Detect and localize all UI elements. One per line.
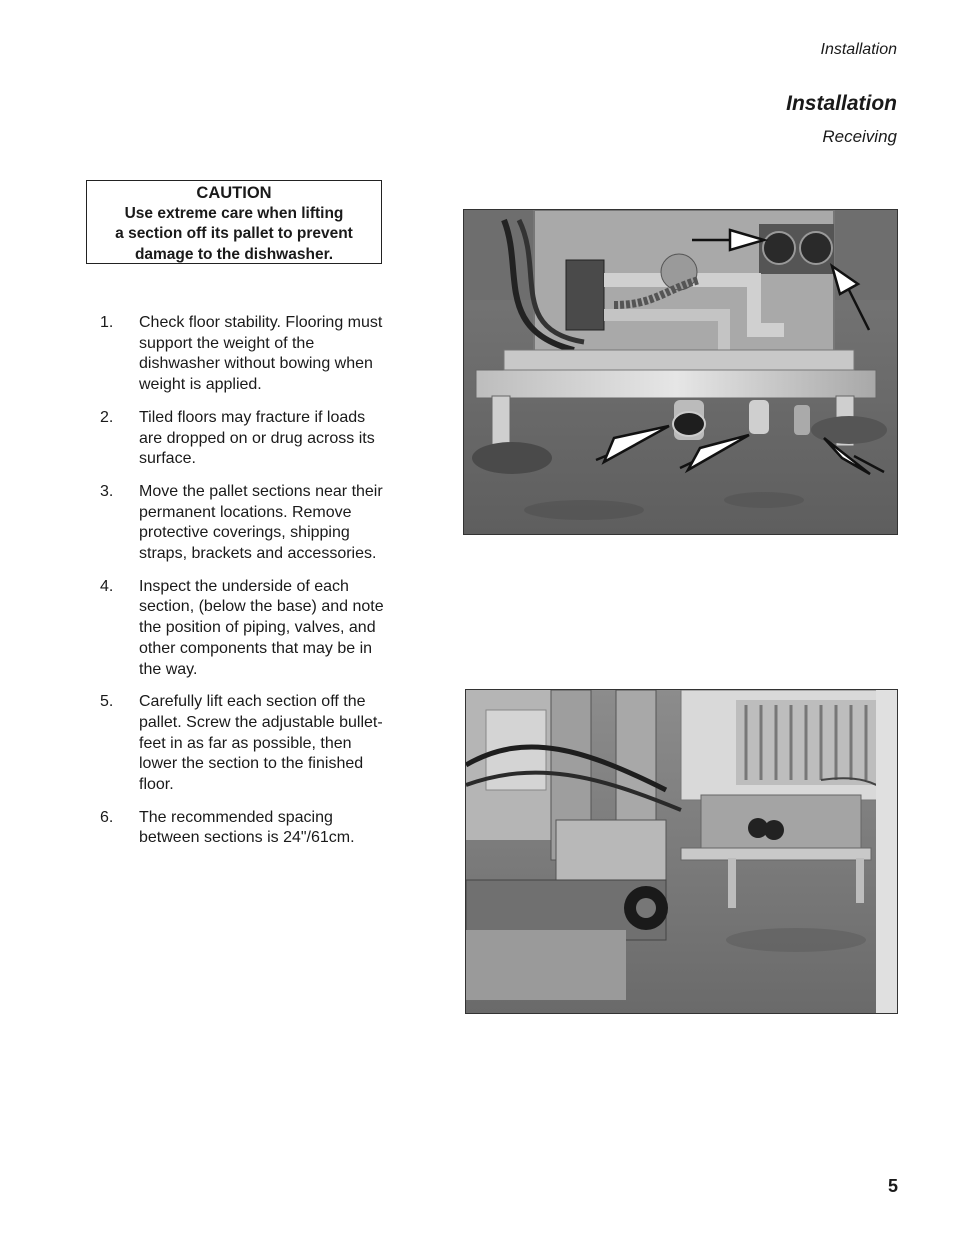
list-item [100, 692, 390, 796]
section-title: Installation [786, 92, 897, 115]
list-item [100, 577, 390, 681]
list-item [100, 482, 390, 565]
step-number: 5. [100, 693, 114, 711]
step-text: Check floor stability. Flooring must support the weight of the dishwasher without bowing when weight is applied. [139, 314, 383, 394]
step-text: Tiled floors may fracture if loads are dropped on or drug across its surface. [139, 408, 375, 468]
caution-line: Use extreme care when lifting [124, 204, 344, 222]
caution-heading: CAUTION [196, 184, 272, 202]
step-number: 3. [100, 482, 114, 500]
step-text: Carefully lift each section off the pallet. Screw the adjustable bullet-feet in as far as possible, then lower the section to the finished floor. [139, 693, 383, 794]
forklift-lifting-photo [465, 689, 898, 1014]
step-text: Inspect the underside of each section, (below the base) and note the position of piping, valves, and other components that may be in the way. [139, 577, 384, 678]
step-number: 6. [100, 808, 114, 826]
step-text: The recommended spacing between sections is 24"/61cm. [139, 808, 355, 847]
caution-line: damage to the dishwasher. [134, 245, 334, 263]
step-number: 2. [100, 408, 114, 426]
caution-line: a section off its pallet to prevent [115, 225, 353, 242]
steps-list [100, 313, 390, 861]
page-number: 5 [887, 1176, 898, 1196]
list-item [100, 808, 390, 849]
list-item [100, 408, 390, 470]
underside-piping-photo [463, 209, 898, 535]
step-number: 4. [100, 577, 114, 595]
step-text: Move the pallet sections near their permanent locations. Remove protective coverings, shipping straps, brackets and accessories. [139, 482, 383, 563]
step-number: 1. [100, 314, 114, 331]
running-head: Installation [820, 41, 897, 58]
subsection-title: Receiving [822, 127, 897, 146]
caution-box [86, 180, 382, 264]
list-item [100, 313, 390, 396]
